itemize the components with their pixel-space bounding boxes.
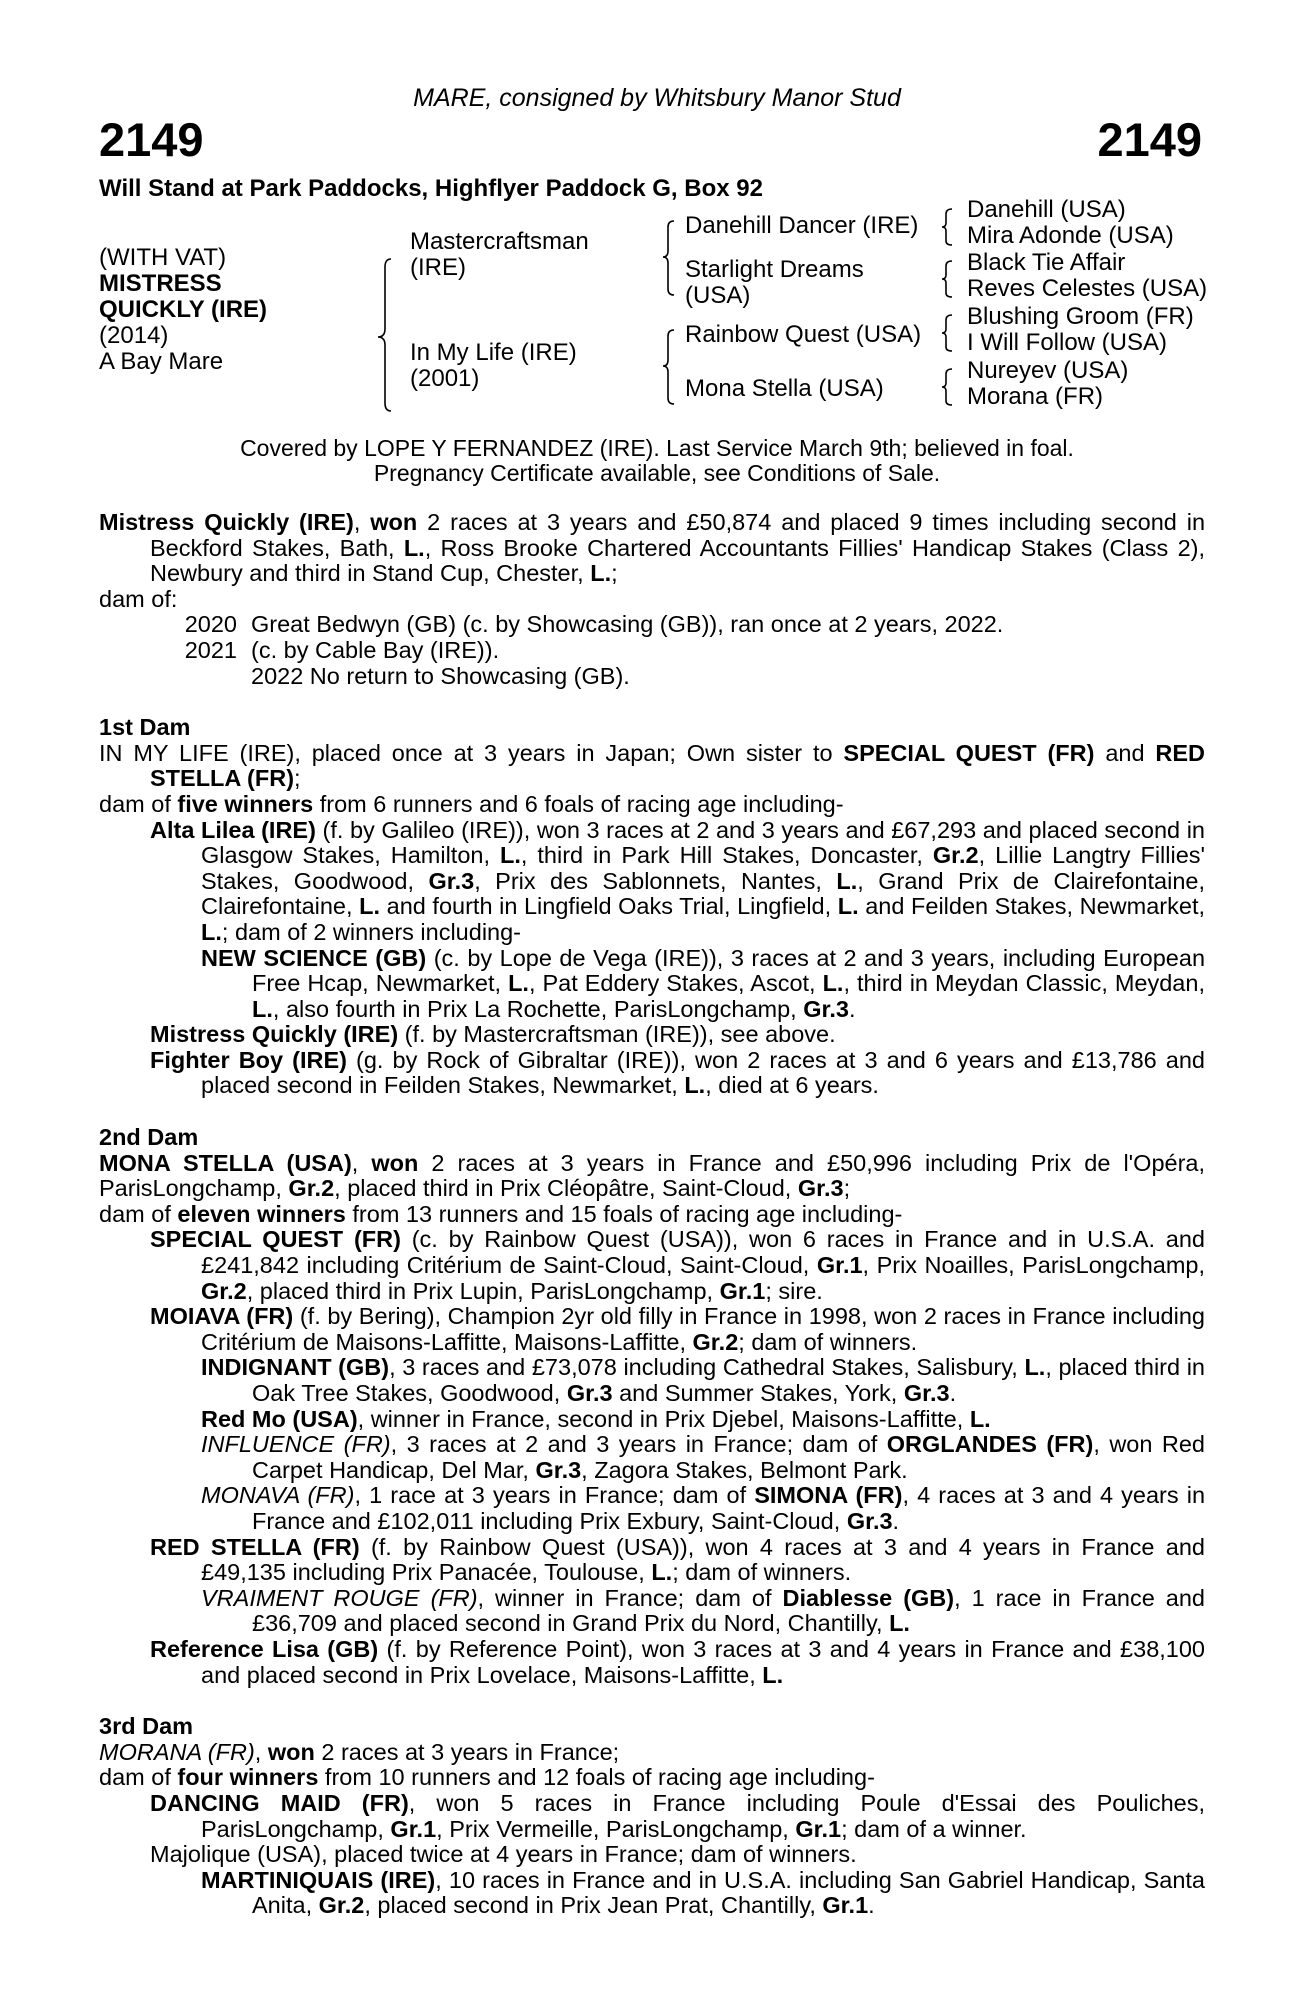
sq-name: SPECIAL QUEST (FR)	[150, 1226, 401, 1253]
catalogue-body	[99, 510, 1205, 1919]
moiava-entry	[99, 1304, 1205, 1355]
mare-record: Mistress Quickly (IRE), won 2 races at 3 years and £50,874 and placed 9 times including second in Beckford Stakes, Bath, L., Ross Brooke Chartered Accountants Fillies' Handicap Stakes (Class 2), Newbury and third in Stand Cup, Chester, L.;	[99, 509, 1206, 587]
first-dam-intro	[99, 741, 1205, 792]
ped-sss: Danehill (USA)	[967, 196, 1126, 223]
in-text1: , 3 races and £73,078 including Cathedral Stakes, Salisbury,	[389, 1354, 1018, 1381]
dam-dam: Mona Stella (USA)	[685, 375, 884, 402]
mq-text: (f. by Mastercraftsman (IRE)), see above.	[404, 1021, 836, 1048]
listed-mark: L.	[508, 970, 529, 997]
influence-entry	[99, 1432, 1205, 1483]
lot-number-right: 2149	[1097, 113, 1202, 166]
group-3-mark: Gr.3	[428, 867, 475, 894]
group-1-mark: Gr.1	[719, 1277, 766, 1304]
horse-name-line2: QUICKLY (IRE)	[99, 296, 268, 323]
morana-name: MORANA (FR)	[99, 1738, 255, 1765]
sire-dam-line1: Starlight Dreams	[685, 256, 864, 283]
alta-lilea-entry	[99, 818, 1205, 946]
ns-end: .	[848, 995, 856, 1022]
group-3-mark: Gr.3	[903, 1380, 950, 1406]
group-2-mark: Gr.2	[932, 842, 979, 869]
foal-text: 2022 No return to Showcasing (GB).	[251, 662, 630, 689]
covered-line1: Covered by LOPE Y FERNANDEZ (IRE). Last Service March 9th; believed in foal.	[240, 435, 1074, 461]
vat-note: (WITH VAT)	[99, 244, 227, 271]
listed-mark: L.	[684, 1072, 706, 1099]
moiava-name: MOIAVA (FR)	[150, 1303, 294, 1330]
first-dam-heading: 1st Dam	[99, 714, 191, 741]
reference-lisa-entry	[99, 1637, 1205, 1688]
red-stella-name: RED STELLA (FR)	[150, 739, 1206, 792]
sire-country: (IRE)	[410, 254, 466, 281]
vr-text1: , winner in France; dam of	[477, 1584, 772, 1611]
fighter-boy-name: Fighter Boy (IRE)	[150, 1046, 347, 1073]
listed-mark: L.	[359, 893, 381, 920]
second-dam-record: MONA STELLA (USA), won 2 races at 3 years in France and £50,996 including Prix de l'Opéra, ParisLongchamp, Gr.2, placed third in Prix Cléopâtre, Saint-Cloud, Gr.3;	[99, 1149, 1206, 1202]
alta-text2: , third in Park Hill Stakes, Doncaster,	[520, 842, 923, 869]
rl-text: (f. by Reference Point), won 3 races at 3 and 4 years in France and £38,100 and placed second in Prix Lovelace, Maisons-Laffitte,	[201, 1635, 1206, 1688]
dm-text1: , won 5 races in France including Poule d'Essai des Pouliches, ParisLongchamp,	[201, 1789, 1206, 1842]
dam-year: (2001)	[410, 365, 480, 392]
alta-text3: , Lillie Langtry Fillies' Stakes, Goodwood,	[201, 842, 1206, 894]
monava-name: MONAVA (FR)	[201, 1482, 355, 1509]
covered-line2: Pregnancy Certificate available, see Conditions of Sale.	[373, 460, 941, 486]
orglandes-name: ORGLANDES (FR)	[886, 1431, 1094, 1458]
foal-year: 2021	[184, 636, 237, 663]
semicolon: ;	[294, 765, 301, 792]
alta-text1: (f. by Galileo (IRE)), won 3 races at 2 and 3 years and £67,293 and placed second in Glasgow Stakes, Hamilton,	[201, 816, 1205, 869]
dam-of-pre: dam of	[99, 1200, 171, 1227]
sire-name: Mastercraftsman	[410, 228, 589, 255]
in-text3: and Summer Stakes, York,	[619, 1380, 898, 1406]
dam-of-pre: dam of	[99, 790, 171, 817]
ped-sds: Black Tie Affair	[967, 249, 1126, 276]
group-1-mark: Gr.1	[822, 1892, 869, 1919]
foal-text: Great Bedwyn (GB) (c. by Showcasing (GB)), ran once at 2 years, 2022.	[251, 611, 1004, 638]
mo-text1: (f. by Bering), Champion 2yr old filly in France in 1998, won 2 races in France including Critérium de Maisons-Laffitte, Maisons-Laffitte,	[201, 1303, 1205, 1355]
indignant-entry	[99, 1355, 1205, 1406]
dancing-maid-name: DANCING MAID (FR)	[150, 1789, 409, 1816]
majolique-entry: Majolique (USA), placed twice at 4 years in France; dam of winners.	[150, 1841, 857, 1868]
ns-text2: , Pat Eddery Stakes, Ascot,	[528, 970, 816, 997]
first-dam-dam-of	[99, 792, 1205, 818]
sq-text1: (c. by Rainbow Quest (USA)), won 6 races in France and in U.S.A. and £241,842 including Critérium de Saint-Cloud, Saint-Cloud,	[201, 1226, 1206, 1279]
special-quest-entry	[99, 1227, 1205, 1304]
mon-text1: , 1 race at 3 years in France; dam of	[354, 1482, 747, 1509]
five-winners: five winners	[177, 790, 314, 817]
rs-text1: (f. by Rainbow Quest (USA)), won 4 races at 3 and 4 years in France and £49,135 including Prix Panacée, Toulouse,	[201, 1533, 1205, 1586]
listed-mark: L.	[201, 918, 222, 945]
rm-text: , winner in France, second in Prix Djebel, Maisons-Laffitte,	[357, 1405, 964, 1432]
listed-mark: L.	[822, 970, 844, 997]
foal-year	[99, 664, 251, 690]
special-quest-name: SPECIAL QUEST (FR)	[843, 739, 1095, 766]
reference-lisa-name: Reference Lisa (GB)	[150, 1635, 379, 1662]
third-dam-dam-of	[99, 1765, 1205, 1791]
period: .	[868, 1892, 875, 1919]
listed-mark: L.	[762, 1661, 784, 1688]
ped-sdd: Reves Celestes (USA)	[967, 275, 1208, 302]
ns-text4: , also fourth in Prix La Rochette, ParisLongchamp,	[272, 995, 797, 1022]
alta-text6: and fourth in Lingfield Oaks Trial, Lingfield,	[386, 893, 832, 920]
ped-ddd: Morana (FR)	[967, 383, 1104, 410]
foal-row	[99, 664, 1205, 690]
stand-location: Will Stand at Park Paddocks, Highflyer Paddock G, Box 92	[99, 175, 763, 202]
mare-name: Mistress Quickly (IRE)	[99, 509, 354, 535]
listed-mark: L.	[889, 1610, 910, 1637]
vraiment-rouge-name: VRAIMENT ROUGE (FR)	[201, 1584, 478, 1611]
alta-lilea-name: Alta Lilea (IRE)	[150, 816, 316, 843]
foal-row	[99, 612, 1205, 638]
mon-text2: , 4 races at 3 and 4 years in France and £102,011 including Prix Exbury, Saint-Cloud,	[252, 1482, 1206, 1534]
listed-mark: L.	[1024, 1354, 1046, 1381]
fb-text2: , died at 6 years.	[705, 1072, 879, 1099]
red-mo-entry	[99, 1407, 1205, 1433]
semicolon: ;	[843, 1175, 851, 1202]
sd-text1: 2 races at 3 years in France and £50,996 including Prix de l'Opéra, ParisLongchamp,	[99, 1149, 1206, 1202]
vraiment-rouge-entry	[99, 1586, 1205, 1637]
foal-year: 2020	[184, 611, 237, 638]
red-stella-entry	[99, 1535, 1205, 1586]
diablesse-name: Diablesse (GB)	[782, 1584, 955, 1611]
dm-text3: ; dam of a winner.	[841, 1815, 1027, 1842]
dm-text2: , Prix Vermeille, ParisLongchamp,	[436, 1815, 789, 1842]
dam-sire: Rainbow Quest (USA)	[685, 321, 922, 348]
red-mo-name: Red Mo (USA)	[201, 1405, 358, 1432]
group-2-mark: Gr.2	[318, 1892, 365, 1919]
dam-of-post: from 10 runners and 12 foals of racing age including-	[324, 1764, 875, 1791]
group-3-mark: Gr.3	[797, 1175, 844, 1202]
vr-text2: , 1 race in France and £36,709 and placed second in Grand Prix du Nord, Chantilly,	[252, 1584, 1205, 1637]
sire-dam-line2: (USA)	[685, 282, 751, 309]
third-dam-heading: 3rd Dam	[99, 1713, 194, 1740]
mt-text2: , placed second in Prix Jean Prat, Chantilly,	[364, 1892, 816, 1919]
third-dam-record: MORANA (FR), won 2 races at 3 years in France;	[99, 1738, 620, 1765]
martiniquais-name: MARTINIQUAIS (IRE)	[201, 1866, 436, 1893]
listed-mark: L.	[590, 560, 612, 587]
sire-sire: Danehill Dancer (IRE)	[685, 212, 919, 239]
covered-note	[0, 436, 1314, 486]
four-winners: four winners	[177, 1764, 319, 1791]
inf-text1: , 3 races at 2 and 3 years in France; dam of	[390, 1431, 878, 1458]
listed-mark: L.	[252, 995, 273, 1022]
ped-dds: Nureyev (USA)	[967, 357, 1129, 384]
mare-record-text1: 2 races at 3 years and £50,874 and placed 9 times including second in Beckford Stakes, Bath,	[150, 509, 1206, 561]
group-1-mark: Gr.1	[390, 1815, 437, 1842]
influence-name: INFLUENCE (FR)	[201, 1431, 391, 1458]
new-science-name: NEW SCIENCE (GB)	[201, 944, 427, 971]
group-2-mark: Gr.2	[288, 1175, 335, 1202]
sq-text4: ; sire.	[765, 1277, 823, 1304]
group-3-mark: Gr.3	[566, 1380, 613, 1406]
rs-text2: ; dam of winners.	[672, 1559, 852, 1586]
listed-mark: L.	[836, 867, 858, 894]
group-1-mark: Gr.1	[795, 1815, 842, 1842]
in-text2: , placed third in Oak Tree Stakes, Goodwood,	[252, 1354, 1205, 1406]
first-dam-intro-text: IN MY LIFE (IRE), placed once at 3 years in Japan; Own sister to	[99, 739, 833, 766]
sd-text2: , placed third in Prix Cléopâtre, Saint-Cloud,	[334, 1175, 792, 1202]
period: .	[949, 1380, 957, 1406]
listed-mark: L.	[403, 534, 425, 561]
group-3-mark: Gr.3	[535, 1456, 582, 1483]
group-2-mark: Gr.2	[201, 1277, 247, 1304]
mare-dam-of: dam of:	[99, 585, 178, 612]
fb-text1: (g. by Rock of Gibraltar (IRE)), won 2 races at 3 and 6 years and £13,786 and placed second in Feilden Stakes, Newmarket,	[201, 1046, 1205, 1099]
second-dam-dam-of	[99, 1202, 1205, 1228]
ped-dsd: I Will Follow (USA)	[967, 329, 1168, 356]
mare-record-end: ;	[611, 560, 618, 587]
ns-text3: , third in Meydan Classic, Meydan,	[843, 970, 1205, 997]
alta-text7: and Feilden Stakes, Newmarket,	[865, 893, 1206, 920]
inf-text2: , won Red Carpet Handicap, Del Mar,	[252, 1431, 1205, 1483]
mistress-quickly-entry	[99, 1022, 1205, 1048]
horse-description: A Bay Mare	[99, 348, 224, 375]
ped-ssd: Mira Adonde (USA)	[967, 222, 1174, 249]
alta-text8: ; dam of 2 winners including-	[221, 918, 522, 945]
won-word: won	[267, 1738, 315, 1765]
consignment-line: MARE, consigned by Whitsbury Manor Stud	[413, 84, 901, 112]
won-word: won	[371, 1149, 419, 1176]
monava-entry	[99, 1483, 1205, 1534]
foal-row	[99, 638, 1205, 664]
period: .	[892, 1507, 900, 1534]
listed-mark: L.	[651, 1559, 673, 1586]
dam-of-post: from 13 runners and 15 foals of racing age including-	[352, 1200, 903, 1227]
fighter-boy-entry	[99, 1048, 1205, 1099]
alta-text4: , Prix des Sablonnets, Nantes,	[474, 867, 822, 894]
mare-record-text2: , Ross Brooke Chartered Accountants Fillies' Handicap Stakes (Class 2), Newbury and third in Stand Cup, Chester,	[150, 534, 1205, 587]
indignant-name: INDIGNANT (GB)	[201, 1354, 390, 1381]
ns-text1: (c. by Lope de Vega (IRE)), 3 races at 2 and 3 years, including European Free Hcap, Newmarket,	[252, 944, 1206, 997]
pedigree-table	[99, 196, 1229, 425]
alta-text5: , Grand Prix de Clairefontaine, Clairefontaine,	[201, 867, 1205, 920]
group-1-mark: Gr.1	[816, 1252, 863, 1279]
inf-text3: , Zagora Stakes, Belmont Park.	[581, 1456, 908, 1483]
red-stella-name: RED STELLA (FR)	[150, 1533, 360, 1560]
mona-stella-name: MONA STELLA (USA)	[99, 1149, 352, 1176]
and-word: and	[1105, 739, 1145, 766]
horse-name-line1: MISTRESS	[99, 270, 222, 297]
mt-text1: , 10 races in France and in U.S.A. including San Gabriel Handicap, Santa Anita,	[252, 1866, 1205, 1919]
listed-mark: L.	[837, 893, 859, 920]
second-dam-heading: 2nd Dam	[99, 1124, 199, 1151]
dancing-maid-entry	[99, 1791, 1205, 1842]
martiniquais-entry	[99, 1868, 1205, 1919]
dam-of-pre: dam of	[99, 1764, 171, 1791]
new-science-entry	[99, 946, 1205, 1023]
foaling-year: (2014)	[99, 322, 169, 349]
ped-dss: Blushing Groom (FR)	[967, 303, 1194, 330]
sq-text2: , Prix Noailles, ParisLongchamp,	[862, 1252, 1206, 1279]
foal-text: (c. by Cable Bay (IRE)).	[251, 636, 500, 663]
eleven-winners: eleven winners	[177, 1200, 346, 1227]
group-3-mark: Gr.3	[846, 1507, 893, 1534]
simona-name: SIMONA (FR)	[754, 1482, 903, 1509]
mo-text2: ; dam of winners.	[738, 1328, 918, 1355]
dam-name: In My Life (IRE)	[410, 339, 577, 366]
group-3-mark: Gr.3	[803, 995, 849, 1022]
sq-text3: , placed third in Prix Lupin, ParisLongchamp,	[246, 1277, 714, 1304]
listed-mark: L.	[969, 1405, 991, 1432]
dam-of-post: from 6 runners and 6 foals of racing age including-	[319, 790, 844, 817]
lot-number-left: 2149	[99, 113, 204, 166]
listed-mark: L.	[499, 842, 521, 869]
group-2-mark: Gr.2	[692, 1328, 739, 1355]
td-text1: 2 races at 3 years in France;	[321, 1738, 620, 1765]
mq-name: Mistress Quickly (IRE)	[150, 1021, 399, 1048]
mare-won: won	[370, 509, 418, 535]
